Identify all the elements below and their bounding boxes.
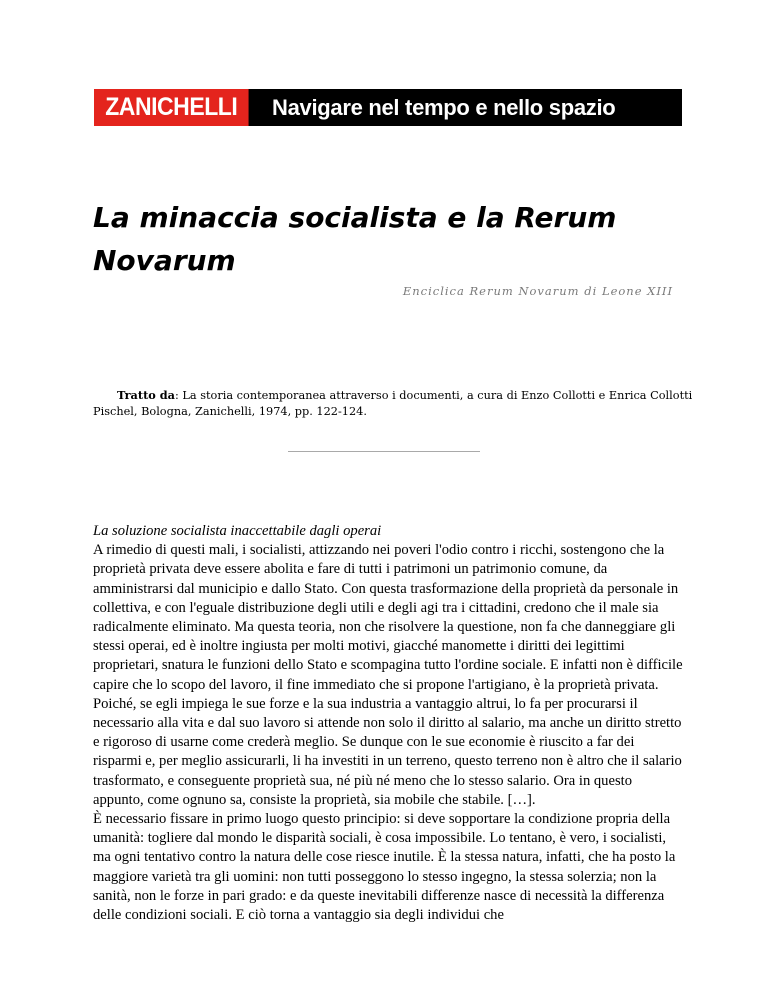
tagline: Navigare nel tempo e nello spazio <box>272 94 616 120</box>
page-title: La minaccia socialista e la Rerum Novarum <box>93 201 617 277</box>
brand-logo: ZANICHELLI <box>94 89 249 126</box>
header-banner <box>94 89 682 126</box>
divider <box>288 451 480 452</box>
source-text: : La storia contemporanea attraverso i documenti, a cura di Enzo Collotti e Enrica Collotti Pischel, Bologna, Zanichelli, 1974, pp. 122-124. <box>93 389 693 418</box>
source-citation <box>93 387 693 420</box>
document-subtitle: Enciclica Rerum Novarum di Leone XIII <box>402 284 673 298</box>
paragraph: A rimedio di questi mali, i socialisti, attizzando nei poveri l'odio contro i ricchi, sostengono che la proprietà privata deve essere abolita e fare di tutti i patrimoni un patrimonio comune, da amministrarsi dal municipio e dallo Stato. Con questa trasformazione della proprietà da personale in collettiva, e con l'eguale distribuzione degli utili e degli agi tra i cittadini, credono che il male sia radicalmente eliminato. Ma questa teoria, non che risolvere la questione, non fa che danneggiare gli stessi operai, ed è inoltre ingiusta per molti motivi, giacché manomette i diritti dei legittimi proprietari, snatura le funzioni dello Stato e scompagina tutto l'ordine sociale. E infatti non è difficile capire che lo scopo del lavoro, il fine immediato che si propone l'artigiano, è la proprietà privata. Poiché, se egli impiega le sue forze e la sua industria a vantaggio altrui, lo fa per procurarsi il necessario alla vita e dal suo lavoro si attende non solo il diritto al salario, ma anche un diritto stretto e rigoroso di usarne come crederà meglio. Se dunque con le sue economie è riuscito a far dei risparmi e, per meglio assicurarli, li ha investiti in un terreno, questo terreno non è altro che il salario trasformato, e conseguente proprietà sua, né più né meno che lo stesso salario. Ora in questo appunto, come ognuno sa, consiste la proprietà, sia mobile che stabile. […]. <box>93 542 683 808</box>
section-heading: La soluzione socialista inaccettabile dagli operai <box>93 523 382 539</box>
source-label: Tratto da <box>117 388 175 402</box>
paragraph: È necessario fissare in primo luogo questo principio: si deve sopportare la condizione propria della umanità: togliere dal mondo le disparità sociali, è cosa impossibile. Lo tentano, è vero, i socialisti, ma ogni tentativo contro la natura delle cose riesce inutile. È la stessa natura, infatti, che ha posto la maggiore varietà tra gli uomini: non tutti posseggono lo stesso ingegno, la stessa solerzia; non la sanità, non le forze in pari grado: e da queste inevitabili differenze nasce di necessità la differenza delle condizioni sociali. E ciò torna a vantaggio sia degli individui che <box>93 811 676 924</box>
body-text <box>93 522 685 925</box>
